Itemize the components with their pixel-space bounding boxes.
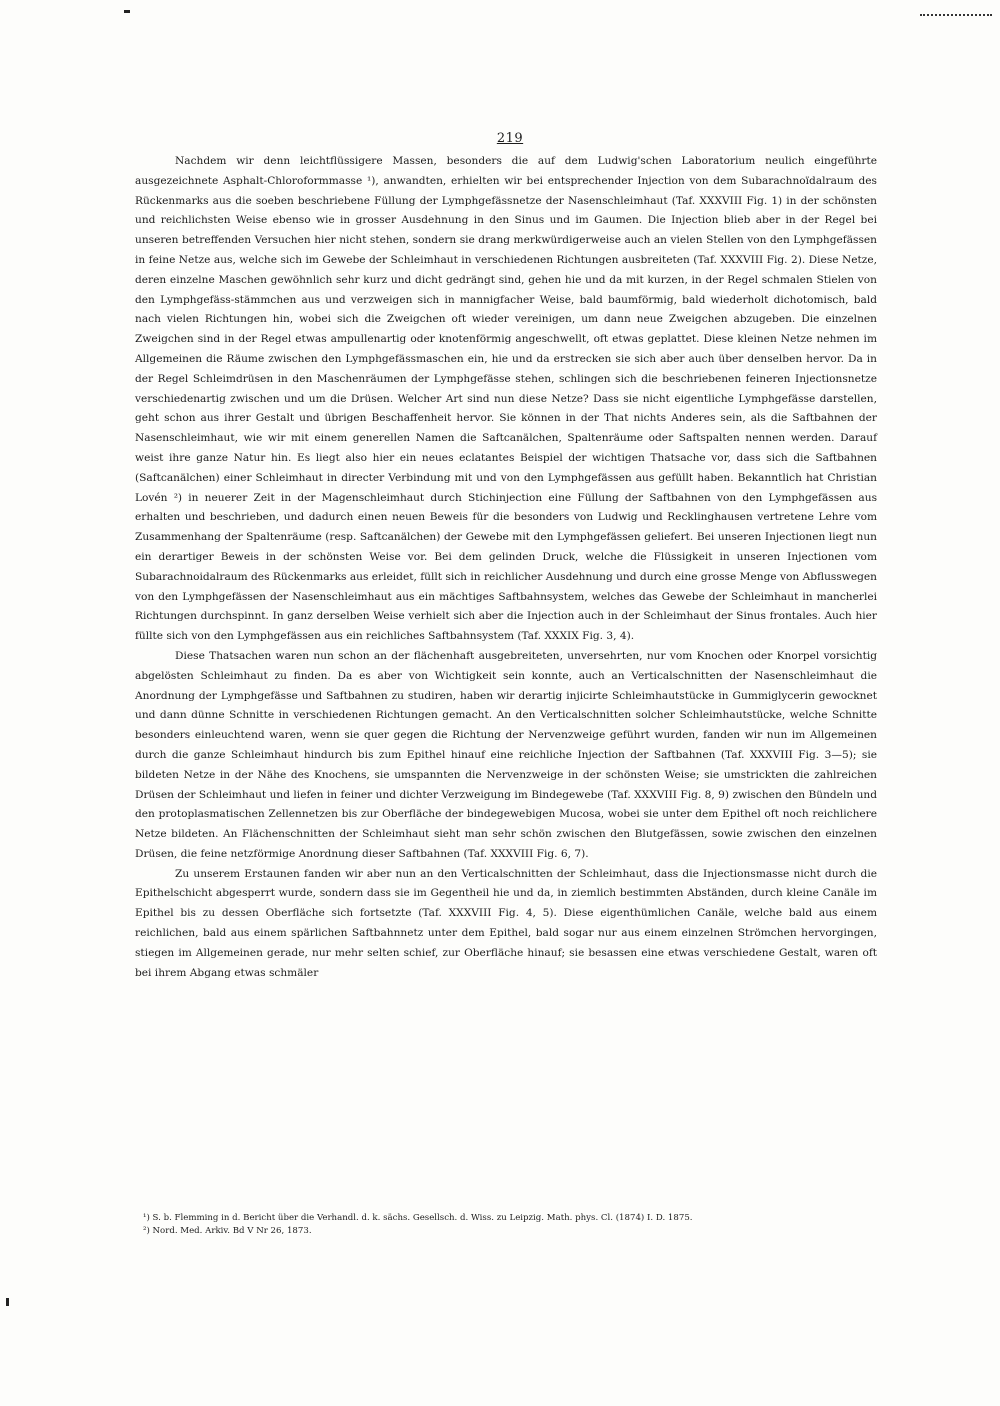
paragraph: Diese Thatsachen waren nun schon an der flächenhaft ausgebreiteten, unversehrten, nur vom Knochen oder Knorpel vorsichtig abgelösten Schleimhaut zu finden. Da es aber von Wichtigkeit sein konnte, auch an Verticalschnitten der Nasenschleimhaut die Anordnung der Lymphgefässe und Saftbahnen zu studiren, haben wir derartig injicirte Schleimhautstücke in Gummiglycerin gewocknet und dann dünne Schnitte in verschiedenen Richtungen gemacht. An den Verticalschnitten solcher Schleimhautstücke, welche Schnitte besonders einleuchtend waren, wenn sie quer gegen die Richtung der Nervenzweige geführt wurden, fanden wir nun im Allgemeinen durch die ganze Schleimhaut hindurch bis zum Epithel hinauf eine reichliche Injection der Saftbahnen (Taf. XXXVIII Fig. 3—5); sie bildeten Netze in der Nähe des Knochens, sie umspannten die Nervenzweige in der schönsten Weise; sie umstrickten die zahlreichen Drüsen der Schleimhaut und liefen in feiner und dichter Verzweigung im Bindegewebe (Taf. XXXVIII Fig. 8, 9) zwischen den Bündeln und den protoplasmatischen Zellennetzen bis zur Oberfläche der bindegewebigen Mucosa, wobei sie unter dem Epithel oft noch reichlichere Netze bildeten. An Flächenschnitten der Schleimhaut sieht man sehr schön zwischen den Blutgefässen, sowie zwischen den einzelnen Drüsen, die feine netzförmige Anordnung dieser Saftbahnen (Taf. XXXVIII Fig. 6, 7). xyxy=(135,649,877,860)
footnote: ²) Nord. Med. Arkiv. Bd V Nr 26, 1873. xyxy=(143,1226,312,1236)
body-text xyxy=(135,152,877,983)
scan-edge-mark xyxy=(920,14,992,22)
footnotes xyxy=(135,1212,877,1238)
scan-speck-mark xyxy=(6,1298,9,1306)
paragraph: Zu unserem Erstaunen fanden wir aber nun an den Verticalschnitten der Schleimhaut, dass die Injectionsmasse nicht durch die Epithelschicht abgesperrt wurde, sondern dass sie im Gegentheil hie und da, in ziemlich bestimmten Abständen, durch kleine Canäle im Epithel bis zu dessen Oberfläche sich fortsetzte (Taf. XXXVIII Fig. 4, 5). Diese eigenthümlichen Canäle, welche bald aus einem reichlichen, bald aus einem spärlichen Saftbahnnetz unter dem Epithel, bald sogar nur aus einem einzelnen Strömchen hervorgingen, stiegen im Allgemeinen gerade, nur mehr selten schief, zur Oberfläche hinauf; sie besassen eine etwas verschiedene Gestalt, waren oft bei ihrem Abgang etwas schmäler xyxy=(135,867,877,979)
footnote: ¹) S. b. Flemming in d. Bericht über die Verhandl. d. k. sächs. Gesellsch. d. Wiss. zu Leipzig. Math. phys. Cl. (1874) I. D. 1875. xyxy=(143,1213,693,1223)
paragraph: Nachdem wir denn leichtflüssigere Massen, besonders die auf dem Ludwig'schen Laboratorium neulich eingeführte ausgezeichnete Asphalt-Chloroformmasse ¹), anwandten, erhielten wir bei entsprechender Injection von dem Subarachnoïdalraum des Rückenmarks aus die soeben beschriebene Füllung der Lymphgefässnetze der Nasenschleimhaut (Taf. XXXVIII Fig. 1) in der schönsten und reichlichsten Weise ebenso wie in grosser Ausdehnung in den Sinus und im Gaumen. Die Injection blieb aber in der Regel bei unseren betreffenden Versuchen hier nicht stehen, sondern sie drang merkwürdigerweise auch an vielen Stellen von den Lymphgefässen in feine Netze aus, welche sich im Gewebe der Schleimhaut in verschiedenen Richtungen ausbreiteten (Taf. XXXVIII Fig. 2). Diese Netze, deren einzelne Maschen gewöhnlich sehr kurz und dicht gedrängt sind, gehen hie und da mit kurzen, in der Regel schmalen Stielen von den Lymphgefäss-stämmchen aus und verzweigen sich in mannigfacher Weise, bald baumförmig, bald wiederholt dichotomisch, bald nach vielen Richtungen hin, wobei sich die Zweigchen oft wieder vereinigen, um dann neue Zweigchen abzugeben. Die einzelnen Zweigchen sind in der Regel etwas ampullenartig oder knotenförmig angeschwellt, oft etwas geplattet. Diese kleinen Netze nehmen im Allgemeinen die Räume zwischen den Lymphgefässmaschen ein, hie und da erstrecken sie sich aber auch über denselben hervor. Da in der Regel Schleimdrüsen in den Maschenräumen der Lymphgefässe stehen, schlingen sich die beschriebenen feineren Injectionsnetze verschiedenartig zwischen und um die Drüsen. Welcher Art sind nun diese Netze? Dass sie nicht eigentliche Lymphgefässe darstellen, geht schon aus ihrer Gestalt und übrigen Beschaffenheit hervor. Sie können in der That nichts Anderes sein, als die Saftbahnen der Nasenschleimhaut, wie wir mit einem generellen Namen die Saftcanälchen, Spaltenräume oder Saftspalten nennen werden. Darauf weist ihre ganze Natur hin. Es liegt also hier ein neues eclatantes Beispiel der wichtigen Thatsache vor, dass sich die Saftbahnen (Saftcanälchen) einer Schleimhaut in directer Verbindung mit und von den Lymphgefässen aus gefüllt haben. Bekanntlich hat Christian Lovén ²) in neuerer Zeit in der Magenschleimhaut durch Stichinjection eine Füllung der Saftbahnen von den Lymphgefässen aus erhalten und beschrieben, und dadurch einen neuen Beweis für die besonders von Ludwig und Recklinghausen vertretene Lehre vom Zusammenhang der Spaltenräume (resp. Saftcanälchen) der Gewebe mit den Lymphgefässen geliefert. Bei unseren Injectionen liegt nun ein derartiger Beweis in der schönsten Weise vor. Bei dem gelinden Druck, welche die Flüssigkeit in unseren Injectionen vom Subarachnoidalraum des Rückenmarks aus erleidet, füllt sich in reichlicher Ausdehnung und durch eine grosse Menge von Abflusswegen von den Lymphgefässen der Nasenschleimhaut aus ein mächtiges Saftbahnsystem, welches das Gewebe der Schleimhaut in mancherlei Richtungen durchspinnt. In ganz derselben Weise verhielt sich aber die Injection auch in der Schleimhaut der Sinus frontales. Auch hier füllte sich von den Lymphgefässen aus ein reichliches Saftbahnsystem (Taf. XXXIX Fig. 3, 4). xyxy=(135,155,877,643)
scan-speck-mark xyxy=(124,10,130,13)
page-number: 219 xyxy=(496,131,524,146)
